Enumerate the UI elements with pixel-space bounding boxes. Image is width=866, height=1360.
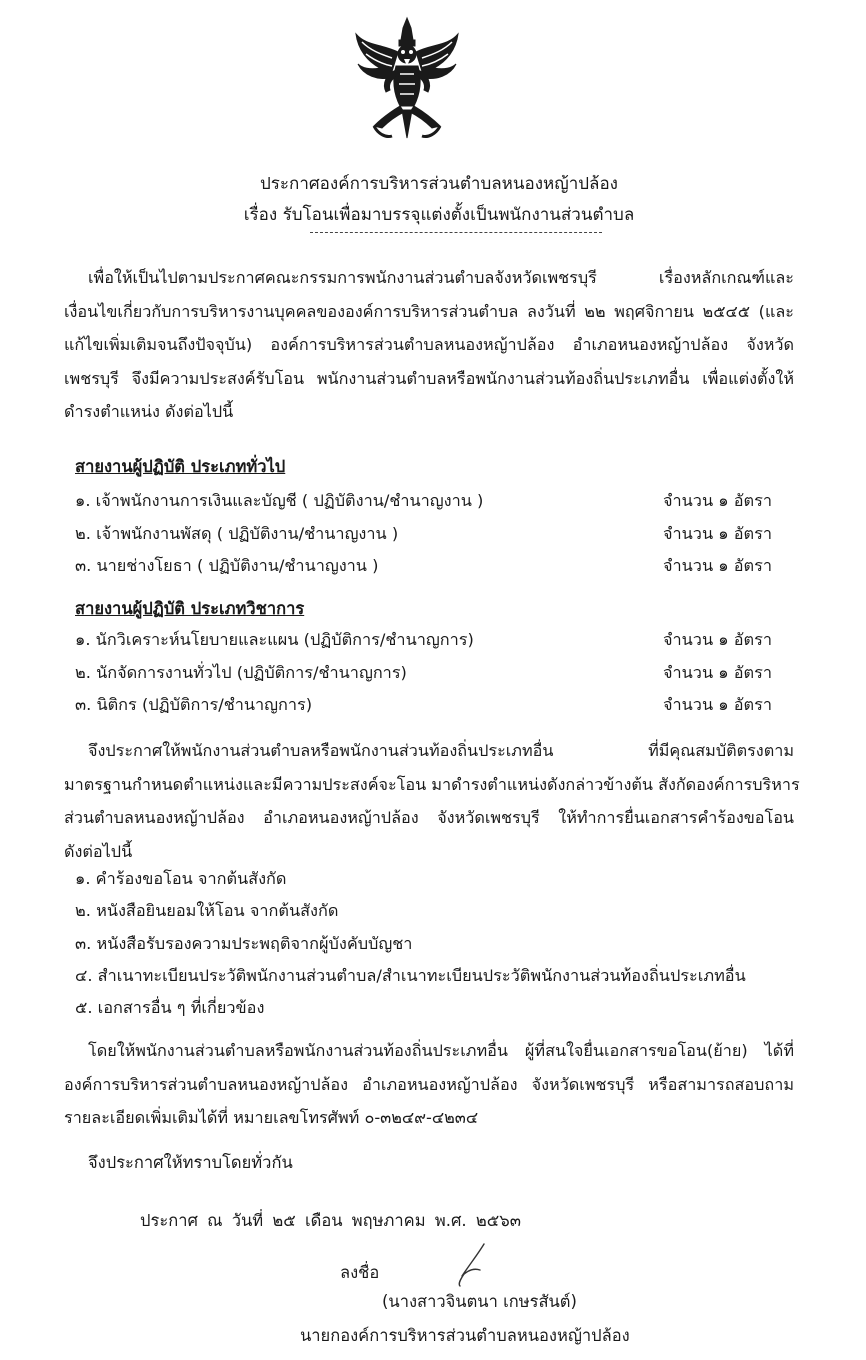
position-row <box>75 553 795 579</box>
intro-line: แก้ไขเพิ่มเติมจนถึงปัจจุบัน) องค์การบริหารส่วนตำบลหนองหญ้าปล้อง อำเภอหนองหญ้าปล้อง จังหวัด <box>64 335 794 354</box>
announcement-date: ประกาศ ณ วันที่ ๒๕ เดือน พฤษภาคม พ.ศ. ๒๕๖๓ <box>140 1211 522 1230</box>
position-name: ๑. นักวิเคราะห์นโยบายและแผน (ปฏิบัติการ/ชำนาญการ) <box>75 630 474 649</box>
announcement-line: ส่วนตำบลหนองหญ้าปล้อง อำเภอหนองหญ้าปล้อง จังหวัดเพชรบุรี ให้ทำการยื่นเอกสารคำร้องขอโอน <box>64 808 794 827</box>
signer-position: นายกองค์การบริหารส่วนตำบลหนองหญ้าปล้อง <box>300 1326 630 1345</box>
intro-line: ดำรงตำแหน่ง ดังต่อไปนี้ <box>64 402 234 421</box>
intro-paragraph <box>64 261 794 429</box>
position-count: จำนวน ๑ อัตรา <box>663 630 773 649</box>
document-item: ๕. เอกสารอื่น ๆ ที่เกี่ยวข้อง <box>75 998 265 1017</box>
handwritten-signature-icon <box>440 1240 500 1290</box>
document-item: ๒. หนังสือยินยอมให้โอน จากต้นสังกัด <box>75 901 339 920</box>
announcement-title: ประกาศองค์การบริหารส่วนตำบลหนองหญ้าปล้อง <box>260 174 618 194</box>
section-heading-general: สายงานผู้ปฏิบัติ ประเภททั่วไป <box>75 457 286 476</box>
contact-line: โดยให้พนักงานส่วนตำบลหรือพนักงานส่วนท้องถิ่นประเภทอื่น ผู้ที่สนใจยื่นเอกสารขอโอน(ย้าย) ได้ที่ <box>88 1041 794 1060</box>
position-name: ๑. เจ้าพนักงานการเงินและบัญชี ( ปฏิบัติงาน/ชำนาญงาน ) <box>75 491 484 510</box>
intro-line: เพื่อให้เป็นไปตามประกาศคณะกรรมการพนักงานส่วนตำบลจังหวัดเพชรบุรี เรื่องหลักเกณฑ์และ <box>88 268 794 287</box>
position-row <box>75 660 795 686</box>
position-row <box>75 488 795 514</box>
position-row <box>75 692 795 718</box>
position-count: จำนวน ๑ อัตรา <box>663 556 773 575</box>
document-item: ๓. หนังสือรับรองความประพฤติจากผู้บังคับบัญชา <box>75 934 413 953</box>
position-count: จำนวน ๑ อัตรา <box>663 491 773 510</box>
position-name: ๒. เจ้าพนักงานพัสดุ ( ปฏิบัติงาน/ชำนาญงาน ) <box>75 524 399 543</box>
announcement-line: มาตรฐานกำหนดตำแหน่งและมีความประสงค์จะโอน มาดำรงตำแหน่งดังกล่าวข้างต้น สังกัดองค์การบริหาร <box>64 774 800 794</box>
section-heading-academic: สายงานผู้ปฏิบัติ ประเภทวิชาการ <box>75 599 305 618</box>
announcement-line: จึงประกาศให้พนักงานส่วนตำบลหรือพนักงานส่วนท้องถิ่นประเภทอื่น ที่มีคุณสมบัติตรงตาม <box>88 741 794 760</box>
position-row <box>75 521 795 547</box>
contact-paragraph <box>64 1034 794 1135</box>
document-item: ๑. คำร้องขอโอน จากต้นสังกัด <box>75 869 287 888</box>
announcement-line: ดังต่อไปนี้ <box>64 841 133 861</box>
signer-name: (นางสาวจินตนา เกษรสันต์) <box>382 1292 577 1311</box>
position-count: จำนวน ๑ อัตรา <box>663 695 773 714</box>
position-name: ๒. นักจัดการงานทั่วไป (ปฏิบัติการ/ชำนาญการ) <box>75 663 407 682</box>
garuda-emblem-icon <box>352 14 462 146</box>
signature-label: ลงชื่อ <box>340 1263 380 1282</box>
position-count: จำนวน ๑ อัตรา <box>663 524 773 543</box>
intro-line: เงื่อนไขเกี่ยวกับการบริหารงานบุคคลขององค์การบริหารส่วนตำบล ลงวันที่ ๒๒ พฤศจิกายน ๒๕๔๕ (และ <box>64 301 794 321</box>
position-name: ๓. นายช่างโยธา ( ปฏิบัติงาน/ชำนาญงาน ) <box>75 556 379 575</box>
position-count: จำนวน ๑ อัตรา <box>663 663 773 682</box>
contact-line: องค์การบริหารส่วนตำบลหนองหญ้าปล้อง อำเภอหนองหญ้าปล้อง จังหวัดเพชรบุรี หรือสามารถสอบถาม <box>64 1074 794 1094</box>
title-divider <box>310 232 602 233</box>
contact-line: รายละเอียดเพิ่มเติมได้ที่ หมายเลขโทรศัพท์ ๐-๓๒๔๙-๔๒๓๔ <box>64 1108 479 1127</box>
position-name: ๓. นิติกร (ปฏิบัติการ/ชำนาญการ) <box>75 695 313 714</box>
closing-statement: จึงประกาศให้ทราบโดยทั่วกัน <box>88 1153 293 1172</box>
position-row <box>75 627 795 653</box>
announcement-paragraph <box>64 734 800 868</box>
announcement-subject: เรื่อง รับโอนเพื่อมาบรรจุแต่งตั้งเป็นพนักงานส่วนตำบล <box>243 205 635 225</box>
document-item: ๔. สำเนาทะเบียนประวัติพนักงานส่วนตำบล/สำเนาทะเบียนประวัติพนักงานส่วนท้องถิ่นประเภทอื่น <box>75 966 746 985</box>
intro-line: เพชรบุรี จึงมีความประสงค์รับโอน พนักงานส่วนตำบลหรือพนักงานส่วนท้องถิ่นประเภทอื่น เพื่อแต่งตั้งให้ <box>64 368 794 388</box>
